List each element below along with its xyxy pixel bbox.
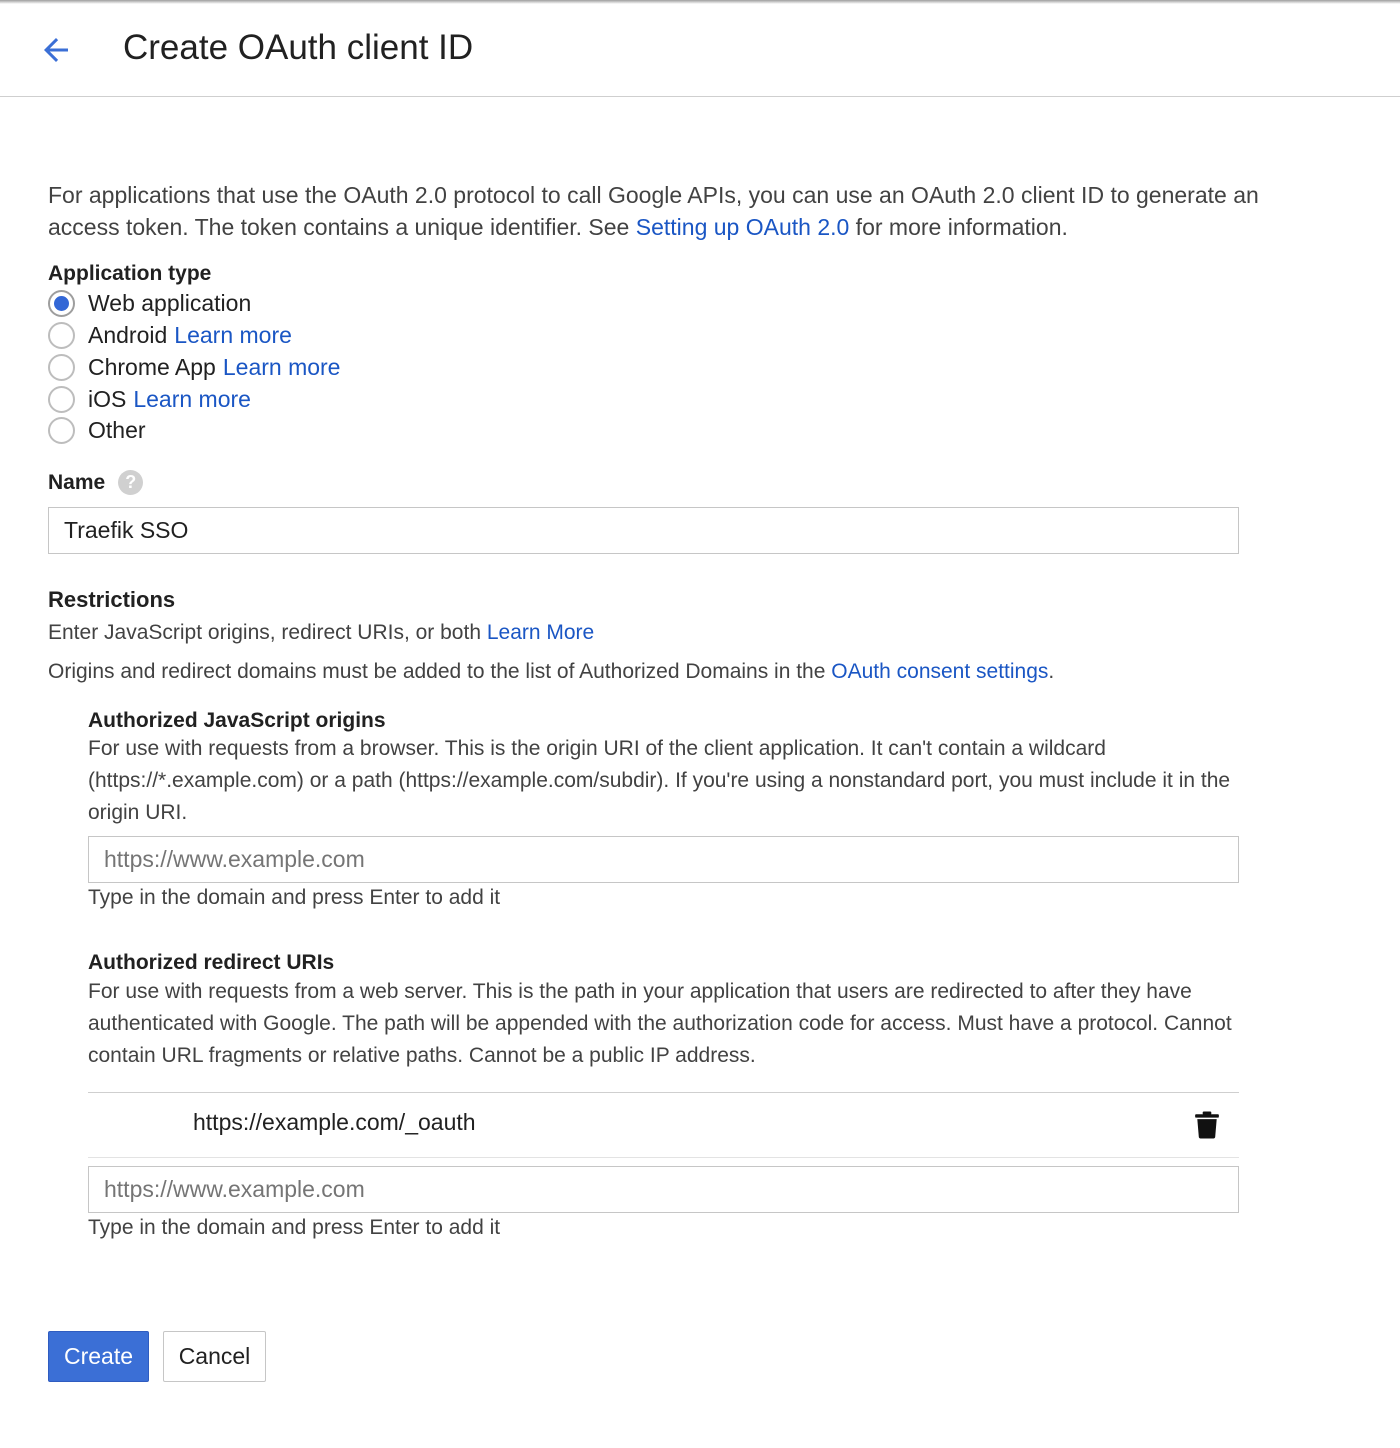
radio-button-other[interactable] <box>48 417 75 444</box>
intro-text <box>48 179 1268 243</box>
radio-button-chrome-app[interactable] <box>48 354 75 381</box>
restrictions-title: Restrictions <box>48 587 176 612</box>
js-origins-label: Authorized JavaScript origins <box>88 709 386 732</box>
android-learn-more-link[interactable]: Learn more <box>174 322 292 349</box>
redirect-uris-description: For use with requests from a web server. This is the path in your application that users are redirected to after they have authenticated with Google. The path will be appended with the authorization code for access. Must have a protocol. Cannot contain URL fragments or relative paths. Cannot be a public IP address. <box>88 980 1232 1067</box>
arrow-left-icon <box>38 32 74 68</box>
cancel-button[interactable]: Cancel <box>163 1331 266 1382</box>
redirect-uri-item: https://example.com/_oauth <box>193 1109 476 1135</box>
setting-up-oauth-link[interactable]: Setting up OAuth 2.0 <box>635 214 850 240</box>
radio-button-web-application[interactable] <box>48 290 75 317</box>
radio-option-android[interactable] <box>48 320 340 352</box>
radio-option-ios[interactable] <box>48 383 340 415</box>
restrictions-learn-more-link[interactable]: Learn More <box>486 621 595 644</box>
application-type-label: Application type <box>48 262 212 285</box>
redirect-uri-list <box>88 1092 1239 1158</box>
trash-icon[interactable] <box>1194 1111 1220 1139</box>
radio-button-ios[interactable] <box>48 386 75 413</box>
name-input[interactable] <box>48 507 1239 554</box>
js-origins-description: For use with requests from a browser. This is the origin URI of the client application. It can't contain a wildcard (https://*.example.com) or a path (https://example.com/subdir). If you're using a nonstandard port, you must include it in the origin URI. <box>88 737 1231 824</box>
js-origins-input[interactable] <box>88 836 1239 883</box>
restrictions-line-2 <box>48 656 1348 688</box>
page-title: Create OAuth client ID <box>123 28 474 67</box>
restrictions-line-2-text: Origins and redirect domains must be added to the list of Authorized Domains in the <box>48 660 832 683</box>
page-header <box>0 0 1400 97</box>
chrome-app-learn-more-link[interactable]: Learn more <box>222 353 341 380</box>
oauth-consent-settings-link[interactable]: OAuth consent settings <box>831 660 1049 683</box>
js-origins-hint: Type in the domain and press Enter to add it <box>88 886 501 909</box>
radio-label-other: Other <box>88 417 146 444</box>
restrictions-line-1 <box>48 617 1298 649</box>
radio-label-ios: iOS <box>88 385 127 412</box>
help-icon[interactable]: ? <box>118 470 143 495</box>
restrictions-line-1-text: Enter JavaScript origins, redirect URIs, or both <box>48 621 487 644</box>
intro-text-start: For applications that use the OAuth 2.0 protocol to call Google APIs, you can use an OAuth 2.0 client ID to generate an access token. The token contains a unique identifier. See <box>48 182 1259 240</box>
radio-button-android[interactable] <box>48 322 75 349</box>
restrictions-line-2-end: . <box>1048 660 1055 683</box>
radio-option-other[interactable] <box>48 415 340 447</box>
redirect-uris-hint: Type in the domain and press Enter to add it <box>88 1216 501 1239</box>
radio-label-chrome-app: Chrome App <box>88 353 216 380</box>
redirect-uris-label: Authorized redirect URIs <box>88 951 335 974</box>
redirect-uris-input[interactable] <box>88 1166 1239 1213</box>
intro-text-end: for more information. <box>849 214 1068 240</box>
create-button[interactable]: Create <box>48 1331 149 1382</box>
application-type-radio-group <box>48 288 340 447</box>
name-label <box>48 470 143 495</box>
radio-label-android: Android <box>88 322 168 349</box>
radio-option-chrome-app[interactable] <box>48 352 340 384</box>
name-label-text: Name <box>48 470 106 494</box>
radio-option-web-application[interactable] <box>48 288 340 320</box>
radio-selected-dot <box>54 296 69 311</box>
ios-learn-more-link[interactable]: Learn more <box>133 385 251 412</box>
back-button[interactable] <box>34 28 78 72</box>
radio-label-web-application: Web application <box>88 290 252 317</box>
